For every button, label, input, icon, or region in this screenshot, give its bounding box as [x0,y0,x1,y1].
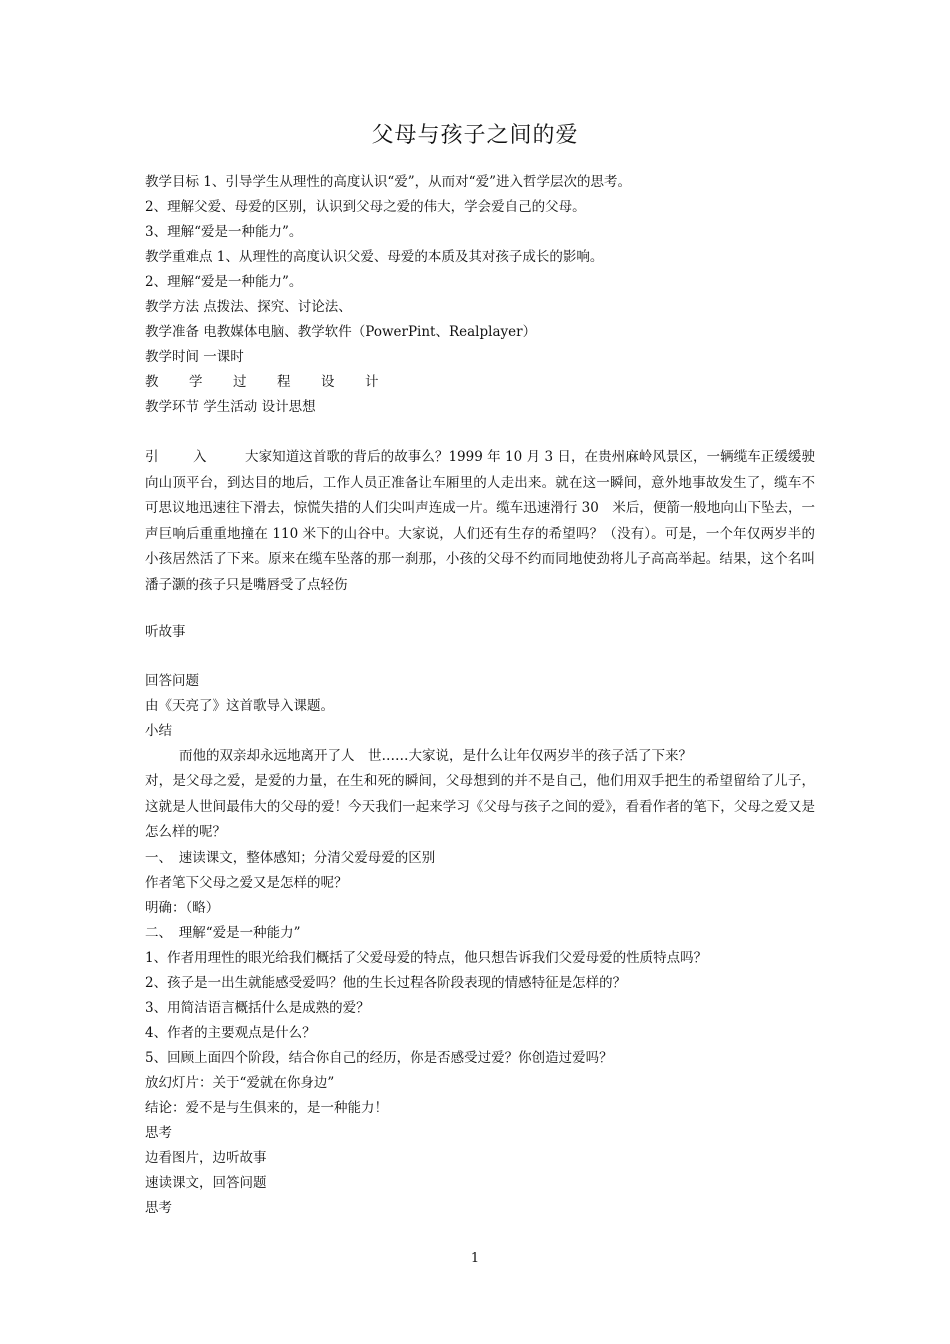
text-line: 1、作者用理性的眼光给我们概括了父爱母爱的特点，他只想告诉我们父爱母爱的性质特点吗？ [145,949,708,966]
text-line: 回答问题 [145,673,199,689]
summary-first-line: 而他的双亲却永远地离开了人 世……大家说，是什么让年仅两岁半的孩子活了下来？ [179,748,692,764]
text-line: 结论：爱不是与生俱来的，是一种能力！ [145,1099,388,1116]
text-line: 教学目标 1、引导学生从理性的高度认识“爱”，从而对“爱”进入哲学层次的思考。 [145,174,631,190]
text-line: 2、理解“爱是一种能力”。 [145,274,303,290]
document-body [145,170,815,1221]
heading-char: 计 [365,374,379,390]
text-line: 2、孩子是一出生就能感受爱吗？他的生长过程各阶段表现的情感特征是怎样的？ [145,974,627,991]
text-line: 5、回顾上面四个阶段，结合你自己的经历，你是否感受过爱？你创造过爱吗？ [145,1049,613,1066]
intro-paragraph [145,445,815,598]
text-line: 速读课文，回答问题 [145,1174,267,1191]
text-line: 放幻灯片：关于“爱就在你身边” [145,1074,335,1091]
text-line: 思考 [145,1124,172,1141]
heading-char: 教 [145,374,159,390]
listen-story: 听故事 [145,624,186,640]
summary-paragraph: 对，是父母之爱，是爱的力量，在生和死的瞬间，父母想到的并不是自己，他们用双手把生的希望留给了儿子，这就是人世间最伟大的父母的爱！今天我们一起来学习《父母与孩子之间的爱》，看看作者的笔下，父母之爱又是怎么样的呢？ [145,773,815,840]
design-heading [145,370,815,395]
text-line: 小结 [145,723,172,739]
heading-char: 设 [321,374,335,390]
text-line: 教学方法 点拨法、探究、讨论法、 [145,299,352,315]
page-number: 1 [470,1251,480,1266]
intro-text: 大家知道这首歌的背后的故事么？1999 年 10 月 3 日，在贵州麻岭风景区，一辆缆车正缓缓驶向山顶平台，到达目的地后，工作人员正准备让车厢里的人走出来。就在这一瞬间，意外地事故发生了，缆车不可思议地迅速往下滑去，惊慌失措的人们尖叫声连成一片。缆车迅速滑行 30 米后，便箭一般地向山下坠去，一声巨响后重重地撞在 110 米下的山谷中。大家说，人们还有生存的希望吗？（没有）。可是，一个年仅两岁半的小孩居然活了下来。原来在缆车坠落的那一刹那，小孩的父母不约而同地使劲将儿子高高举起。结果，这个名叫潘子灏的孩子只是嘴唇受了点轻伤 [145,449,815,593]
heading-char: 程 [277,374,291,390]
intro-label-char: 引 [145,449,159,465]
text-line: 教学时间 一课时 [145,349,244,365]
text-line: 明确：（略） [145,899,220,916]
text-line: 4、作者的主要观点是什么？ [145,1024,316,1041]
page-title: 父母与孩子之间的爱 [371,123,579,148]
text-line: 边看图片，边听故事 [145,1149,267,1166]
text-line: 3、用简洁语言概括什么是成熟的爱？ [145,999,370,1016]
columns-line: 教学环节 学生活动 设计思想 [145,399,316,415]
text-line: 3、理解“爱是一种能力”。 [145,224,303,240]
text-line: 由《天亮了》这首歌导入课题。 [145,698,334,714]
heading-char: 过 [233,374,247,390]
text-line: 教学准备 电教媒体电脑、教学软件（PowerPint、Realplayer） [145,324,537,340]
text-line: 作者笔下父母之爱又是怎样的呢？ [145,874,348,891]
intro-label-char: 入 [193,449,207,465]
intro-label [145,445,245,471]
heading-char: 学 [189,374,203,390]
text-line: 二、 理解“爱是一种能力” [145,924,301,941]
text-line: 一、 速读课文，整体感知；分清父爱母爱的区别 [145,849,436,866]
text-line: 教学重难点 1、从理性的高度认识父爱、母爱的本质及其对孩子成长的影响。 [145,249,604,265]
text-line: 思考 [145,1199,172,1216]
text-line: 2、理解父爱、母爱的区别，认识到父母之爱的伟大，学会爱自己的父母。 [145,199,586,215]
